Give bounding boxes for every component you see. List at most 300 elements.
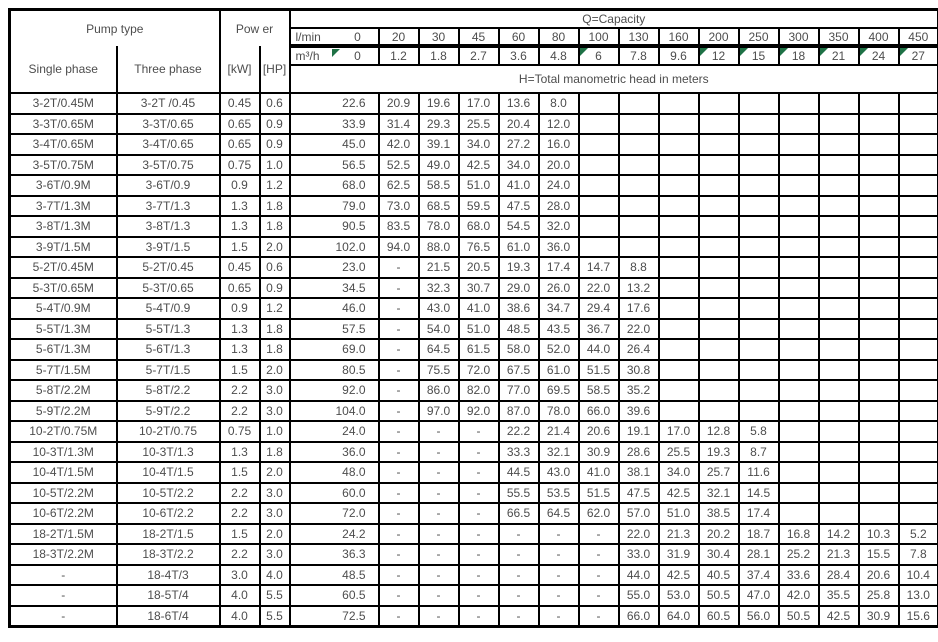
head-value-cell: 56.0 (739, 606, 779, 627)
head-value-cell: 68.5 (419, 196, 459, 217)
head-value-cell: 15.5 (859, 544, 899, 565)
head-value-cell: 44.0 (619, 565, 659, 586)
head-value-cell: 78.0 (539, 401, 579, 422)
comment-marker-icon (860, 48, 868, 56)
head-value-cell: 39.1 (419, 134, 459, 155)
three-phase-cell: 3-2T /0.45 (117, 93, 220, 114)
kw-cell: 0.45 (220, 93, 260, 114)
head-value-cell: - (419, 565, 459, 586)
head-value-cell (739, 93, 779, 114)
head-value-cell: 22.2 (499, 421, 539, 442)
head-value-cell (819, 503, 859, 524)
head-value-cell: 38.1 (619, 462, 659, 483)
head-value-cell: 52.0 (539, 339, 579, 360)
head-value-cell (659, 114, 699, 135)
head-value-cell: 22.0 (579, 278, 619, 299)
head-value-cell: 43.5 (539, 319, 579, 340)
head-value-cell: 17.4 (739, 503, 779, 524)
head-value-cell: - (459, 524, 499, 545)
head-value-cell (779, 339, 819, 360)
head-value-cell: 60.5 (290, 585, 379, 606)
hp-cell: 3.0 (260, 380, 290, 401)
head-value-cell: - (499, 565, 539, 586)
m3h-value-cell: 12 (699, 46, 739, 65)
head-value-cell: - (379, 503, 419, 524)
head-value-cell (659, 339, 699, 360)
head-value-cell (819, 462, 859, 483)
head-value-cell: - (539, 565, 579, 586)
comment-marker-icon (332, 49, 340, 57)
head-value-cell: 5.2 (899, 524, 938, 545)
head-value-cell: 61.0 (539, 360, 579, 381)
head-value-cell (699, 278, 739, 299)
three-phase-cell: 18-5T/4 (117, 585, 220, 606)
lmin-value-cell: 300 (779, 28, 819, 46)
head-value-cell (659, 298, 699, 319)
head-value-cell (619, 216, 659, 237)
head-value-cell: - (579, 544, 619, 565)
head-value-cell: 17.0 (659, 421, 699, 442)
head-value-cell (739, 237, 779, 258)
three-phase-cell: 18-2T/1.5 (117, 524, 220, 545)
head-value-cell: 59.5 (459, 196, 499, 217)
head-value-cell (699, 155, 739, 176)
kw-cell: 0.65 (220, 114, 260, 135)
head-value-cell: 38.6 (499, 298, 539, 319)
head-value-cell (859, 360, 899, 381)
kw-cell: 2.2 (220, 380, 260, 401)
head-value-cell (899, 114, 938, 135)
table-row (10, 216, 938, 237)
table-row (10, 319, 938, 340)
head-value-cell (659, 360, 699, 381)
head-value-cell: 75.5 (419, 360, 459, 381)
three-phase-cell: 3-6T/0.9 (117, 175, 220, 196)
head-value-cell (899, 237, 938, 258)
head-value-cell (699, 93, 739, 114)
head-value-cell: 34.0 (659, 462, 699, 483)
head-value-cell: 14.7 (579, 257, 619, 278)
head-value-cell: 94.0 (379, 237, 419, 258)
head-value-cell: 54.5 (499, 216, 539, 237)
m3h-value-cell: 4.8 (539, 46, 579, 65)
head-value-cell: 25.7 (699, 462, 739, 483)
single-phase-cell: 3-6T/0.9M (10, 175, 117, 196)
head-value-cell: 44.5 (499, 462, 539, 483)
head-value-cell: 7.8 (899, 544, 938, 565)
head-value-cell: 66.0 (619, 606, 659, 627)
head-value-cell: 13.2 (619, 278, 659, 299)
head-value-cell: 52.5 (379, 155, 419, 176)
head-value-cell: 68.0 (459, 216, 499, 237)
head-value-cell: 35.5 (819, 585, 859, 606)
head-value-cell: - (379, 462, 419, 483)
head-value-cell: 79.0 (290, 196, 379, 217)
head-value-cell (819, 175, 859, 196)
kw-cell: 3.0 (220, 565, 260, 586)
head-value-cell (819, 196, 859, 217)
single-phase-cell: 5-8T/2.2M (10, 380, 117, 401)
hp-cell: 0.9 (260, 114, 290, 135)
head-value-cell: 30.8 (619, 360, 659, 381)
head-value-cell: 21.3 (659, 524, 699, 545)
head-value-cell: 36.3 (290, 544, 379, 565)
head-value-cell: 73.0 (379, 196, 419, 217)
head-value-cell: 20.9 (379, 93, 419, 114)
head-value-cell (699, 114, 739, 135)
head-value-cell: 21.4 (539, 421, 579, 442)
head-value-cell: 60.0 (290, 483, 379, 504)
head-value-cell: 44.0 (579, 339, 619, 360)
head-value-cell: 8.7 (739, 442, 779, 463)
head-value-cell: 60.5 (699, 606, 739, 627)
head-value-cell (739, 216, 779, 237)
single-phase-cell: 3-5T/0.75M (10, 155, 117, 176)
head-value-cell (859, 155, 899, 176)
head-value-cell (899, 155, 938, 176)
head-value-cell: 20.4 (499, 114, 539, 135)
single-phase-cell: 10-5T/2.2M (10, 483, 117, 504)
lmin-first-value: 0 (354, 29, 361, 44)
head-note: H=Total manometric head in meters (290, 65, 938, 93)
head-value-cell (699, 339, 739, 360)
head-value-cell (859, 319, 899, 340)
head-value-cell: 30.9 (579, 442, 619, 463)
head-value-cell (899, 483, 938, 504)
head-value-cell: - (419, 544, 459, 565)
hp-cell: 1.8 (260, 442, 290, 463)
head-value-cell: - (579, 524, 619, 545)
comment-marker-icon (900, 48, 908, 56)
head-value-cell (859, 503, 899, 524)
head-value-cell: - (579, 585, 619, 606)
head-value-cell: - (419, 503, 459, 524)
head-value-cell: 47.5 (619, 483, 659, 504)
head-value-cell (579, 216, 619, 237)
head-value-cell (619, 175, 659, 196)
head-value-cell: - (419, 421, 459, 442)
head-value-cell: - (539, 524, 579, 545)
m3h-value-cell: 21 (819, 46, 859, 65)
head-value-cell: - (419, 524, 459, 545)
head-value-cell: - (499, 544, 539, 565)
three-phase-cell: 3-8T/1.3 (117, 216, 220, 237)
kw-cell: 1.3 (220, 319, 260, 340)
single-phase-cell: 3-8T/1.3M (10, 216, 117, 237)
m3h-label: m³/h (295, 49, 320, 63)
head-value-cell (859, 442, 899, 463)
m3h-value-cell: 6 (579, 46, 619, 65)
head-value-cell (819, 401, 859, 422)
table-row (10, 134, 938, 155)
m3h-value-cell: 27 (899, 46, 938, 65)
kw-cell: 0.45 (220, 257, 260, 278)
head-value-cell: 25.5 (659, 442, 699, 463)
head-value-cell (819, 421, 859, 442)
head-value-cell: 51.0 (459, 175, 499, 196)
head-value-cell: - (419, 442, 459, 463)
head-value-cell (619, 155, 659, 176)
head-value-cell (659, 278, 699, 299)
three-phase-cell: 5-4T/0.9 (117, 298, 220, 319)
hp-cell: 5.5 (260, 606, 290, 627)
head-value-cell: 102.0 (290, 237, 379, 258)
head-value-cell (859, 421, 899, 442)
head-value-cell (619, 196, 659, 217)
head-value-cell: 58.5 (419, 175, 459, 196)
head-value-cell (859, 380, 899, 401)
kw-cell: 0.75 (220, 421, 260, 442)
head-value-cell (699, 401, 739, 422)
head-value-cell: 29.4 (579, 298, 619, 319)
head-value-cell (579, 237, 619, 258)
three-phase-cell: 10-4T/1.5 (117, 462, 220, 483)
head-value-cell: 42.5 (659, 565, 699, 586)
head-value-cell (699, 360, 739, 381)
head-value-cell: 31.4 (379, 114, 419, 135)
head-value-cell: 12.8 (699, 421, 739, 442)
m3h-first-value: 0 (354, 49, 361, 63)
table-row (10, 278, 938, 299)
head-value-cell (579, 114, 619, 135)
head-value-cell (859, 175, 899, 196)
head-value-cell: 19.3 (499, 257, 539, 278)
head-value-cell (699, 216, 739, 237)
single-phase-cell: 3-7T/1.3M (10, 196, 117, 217)
single-phase-cell: 5-4T/0.9M (10, 298, 117, 319)
head-value-cell: 50.5 (699, 585, 739, 606)
hp-cell: 1.2 (260, 298, 290, 319)
kw-cell: 1.3 (220, 339, 260, 360)
head-value-cell (739, 175, 779, 196)
head-value-cell (779, 237, 819, 258)
hp-cell: 3.0 (260, 401, 290, 422)
kw-cell: 2.2 (220, 483, 260, 504)
head-value-cell (859, 93, 899, 114)
hp-cell: 0.9 (260, 278, 290, 299)
head-value-cell (819, 442, 859, 463)
head-value-cell: 86.0 (419, 380, 459, 401)
head-value-cell: - (379, 380, 419, 401)
head-value-cell: 51.0 (459, 319, 499, 340)
head-value-cell (659, 93, 699, 114)
head-value-cell (819, 339, 859, 360)
kw-cell: 1.5 (220, 462, 260, 483)
head-value-cell: 92.0 (459, 401, 499, 422)
head-value-cell: 14.5 (739, 483, 779, 504)
head-value-cell (819, 298, 859, 319)
head-value-cell (619, 114, 659, 135)
single-phase-cell: 18-2T/1.5M (10, 524, 117, 545)
head-value-cell: 87.0 (499, 401, 539, 422)
table-row (10, 339, 938, 360)
lmin-value-cell: 130 (619, 28, 659, 46)
head-value-cell: 36.0 (290, 442, 379, 463)
head-value-cell: 41.0 (579, 462, 619, 483)
head-value-cell (859, 216, 899, 237)
head-value-cell: - (379, 421, 419, 442)
head-value-cell (819, 93, 859, 114)
hp-cell: 2.0 (260, 360, 290, 381)
head-value-cell: 32.1 (699, 483, 739, 504)
head-value-cell (739, 401, 779, 422)
head-value-cell: 28.0 (539, 196, 579, 217)
head-value-cell (699, 298, 739, 319)
head-value-cell: 88.0 (419, 237, 459, 258)
m3h-value-cell: 24 (859, 46, 899, 65)
three-phase-cell: 5-2T/0.45 (117, 257, 220, 278)
head-value-cell: 38.5 (699, 503, 739, 524)
three-phase-cell: 10-5T/2.2 (117, 483, 220, 504)
head-value-cell (779, 319, 819, 340)
head-value-cell: 67.5 (499, 360, 539, 381)
comment-marker-icon (580, 48, 588, 56)
lmin-value-cell: 450 (899, 28, 938, 46)
head-value-cell (859, 134, 899, 155)
head-value-cell (819, 483, 859, 504)
head-value-cell: 33.3 (499, 442, 539, 463)
head-value-cell: 42.5 (459, 155, 499, 176)
head-value-cell (779, 298, 819, 319)
head-value-cell: 17.4 (539, 257, 579, 278)
head-value-cell (619, 93, 659, 114)
head-value-cell (819, 360, 859, 381)
head-value-cell: 43.0 (539, 462, 579, 483)
head-value-cell: - (459, 606, 499, 627)
head-value-cell: 20.0 (539, 155, 579, 176)
head-value-cell (779, 196, 819, 217)
head-value-cell: 42.5 (819, 606, 859, 627)
lmin-value-cell: 30 (419, 28, 459, 46)
head-value-cell (899, 196, 938, 217)
head-value-cell: 28.1 (739, 544, 779, 565)
head-value-cell (659, 237, 699, 258)
three-phase-cell: 5-7T/1.5 (117, 360, 220, 381)
head-value-cell: 8.0 (539, 93, 579, 114)
head-value-cell (739, 278, 779, 299)
head-value-cell: 34.7 (539, 298, 579, 319)
single-phase-cell: 3-3T/0.65M (10, 114, 117, 135)
head-value-cell: - (539, 585, 579, 606)
head-value-cell: 32.1 (539, 442, 579, 463)
head-value-cell (899, 421, 938, 442)
head-value-cell: 19.6 (419, 93, 459, 114)
single-phase-cell: 5-2T/0.45M (10, 257, 117, 278)
three-phase-cell: 10-3T/1.3 (117, 442, 220, 463)
hp-cell: 2.0 (260, 524, 290, 545)
head-value-cell: 34.0 (499, 155, 539, 176)
head-value-cell: 47.5 (499, 196, 539, 217)
head-value-cell: - (459, 462, 499, 483)
head-value-cell (859, 257, 899, 278)
head-value-cell: 55.5 (499, 483, 539, 504)
head-value-cell (899, 503, 938, 524)
three-phase-cell: 18-3T/2.2 (117, 544, 220, 565)
head-value-cell: 57.5 (290, 319, 379, 340)
head-value-cell: 26.0 (539, 278, 579, 299)
head-value-cell: 72.0 (459, 360, 499, 381)
single-phase-cell: 3-9T/1.5M (10, 237, 117, 258)
head-value-cell (859, 401, 899, 422)
m3h-value-cell: 7.8 (619, 46, 659, 65)
head-value-cell (899, 134, 938, 155)
head-value-cell: - (379, 483, 419, 504)
hp-header: [HP] (260, 46, 290, 93)
head-value-cell: 28.6 (619, 442, 659, 463)
head-value-cell (699, 257, 739, 278)
head-value-cell (779, 380, 819, 401)
lmin-value-cell: 250 (739, 28, 779, 46)
head-value-cell: - (379, 360, 419, 381)
head-value-cell: 83.5 (379, 216, 419, 237)
head-value-cell (899, 298, 938, 319)
head-value-cell: 80.5 (290, 360, 379, 381)
head-value-cell (779, 257, 819, 278)
table-row (10, 401, 938, 422)
head-value-cell: 20.5 (459, 257, 499, 278)
three-phase-cell: 18-4T/3 (117, 565, 220, 586)
head-value-cell (579, 93, 619, 114)
head-value-cell (899, 401, 938, 422)
table-row (10, 503, 938, 524)
hp-cell: 0.6 (260, 93, 290, 114)
head-value-cell: 15.6 (899, 606, 938, 627)
head-value-cell (779, 503, 819, 524)
three-phase-cell: 3-4T/0.65 (117, 134, 220, 155)
head-value-cell: 30.9 (859, 606, 899, 627)
head-value-cell (819, 134, 859, 155)
head-value-cell (739, 134, 779, 155)
head-value-cell: 19.1 (619, 421, 659, 442)
head-value-cell: - (419, 483, 459, 504)
head-value-cell (819, 216, 859, 237)
head-value-cell (899, 278, 938, 299)
single-phase-cell: - (10, 606, 117, 627)
head-value-cell: 36.0 (539, 237, 579, 258)
head-value-cell: - (579, 606, 619, 627)
head-value-cell: 16.0 (539, 134, 579, 155)
head-value-cell: 64.5 (419, 339, 459, 360)
head-value-cell: - (499, 585, 539, 606)
lmin-value-cell: 20 (379, 28, 419, 46)
head-value-cell: - (379, 298, 419, 319)
head-value-cell (779, 175, 819, 196)
head-value-cell (779, 421, 819, 442)
head-value-cell: - (379, 585, 419, 606)
head-value-cell: - (379, 442, 419, 463)
head-value-cell: 10.3 (859, 524, 899, 545)
m3h-value-cell: 2.7 (459, 46, 499, 65)
head-value-cell (699, 319, 739, 340)
head-value-cell: 19.3 (699, 442, 739, 463)
head-value-cell (899, 175, 938, 196)
three-phase-cell: 5-9T/2.2 (117, 401, 220, 422)
head-value-cell: 21.3 (819, 544, 859, 565)
head-value-cell: - (459, 544, 499, 565)
single-phase-cell: 10-2T/0.75M (10, 421, 117, 442)
head-value-cell: 97.0 (419, 401, 459, 422)
head-value-cell: - (379, 524, 419, 545)
hp-cell: 1.0 (260, 155, 290, 176)
kw-cell: 2.2 (220, 503, 260, 524)
single-phase-cell: 5-6T/1.3M (10, 339, 117, 360)
head-value-cell: 20.2 (699, 524, 739, 545)
head-value-cell (819, 155, 859, 176)
table-row (10, 462, 938, 483)
head-value-cell (899, 319, 938, 340)
head-value-cell: 48.5 (290, 565, 379, 586)
head-value-cell (779, 216, 819, 237)
